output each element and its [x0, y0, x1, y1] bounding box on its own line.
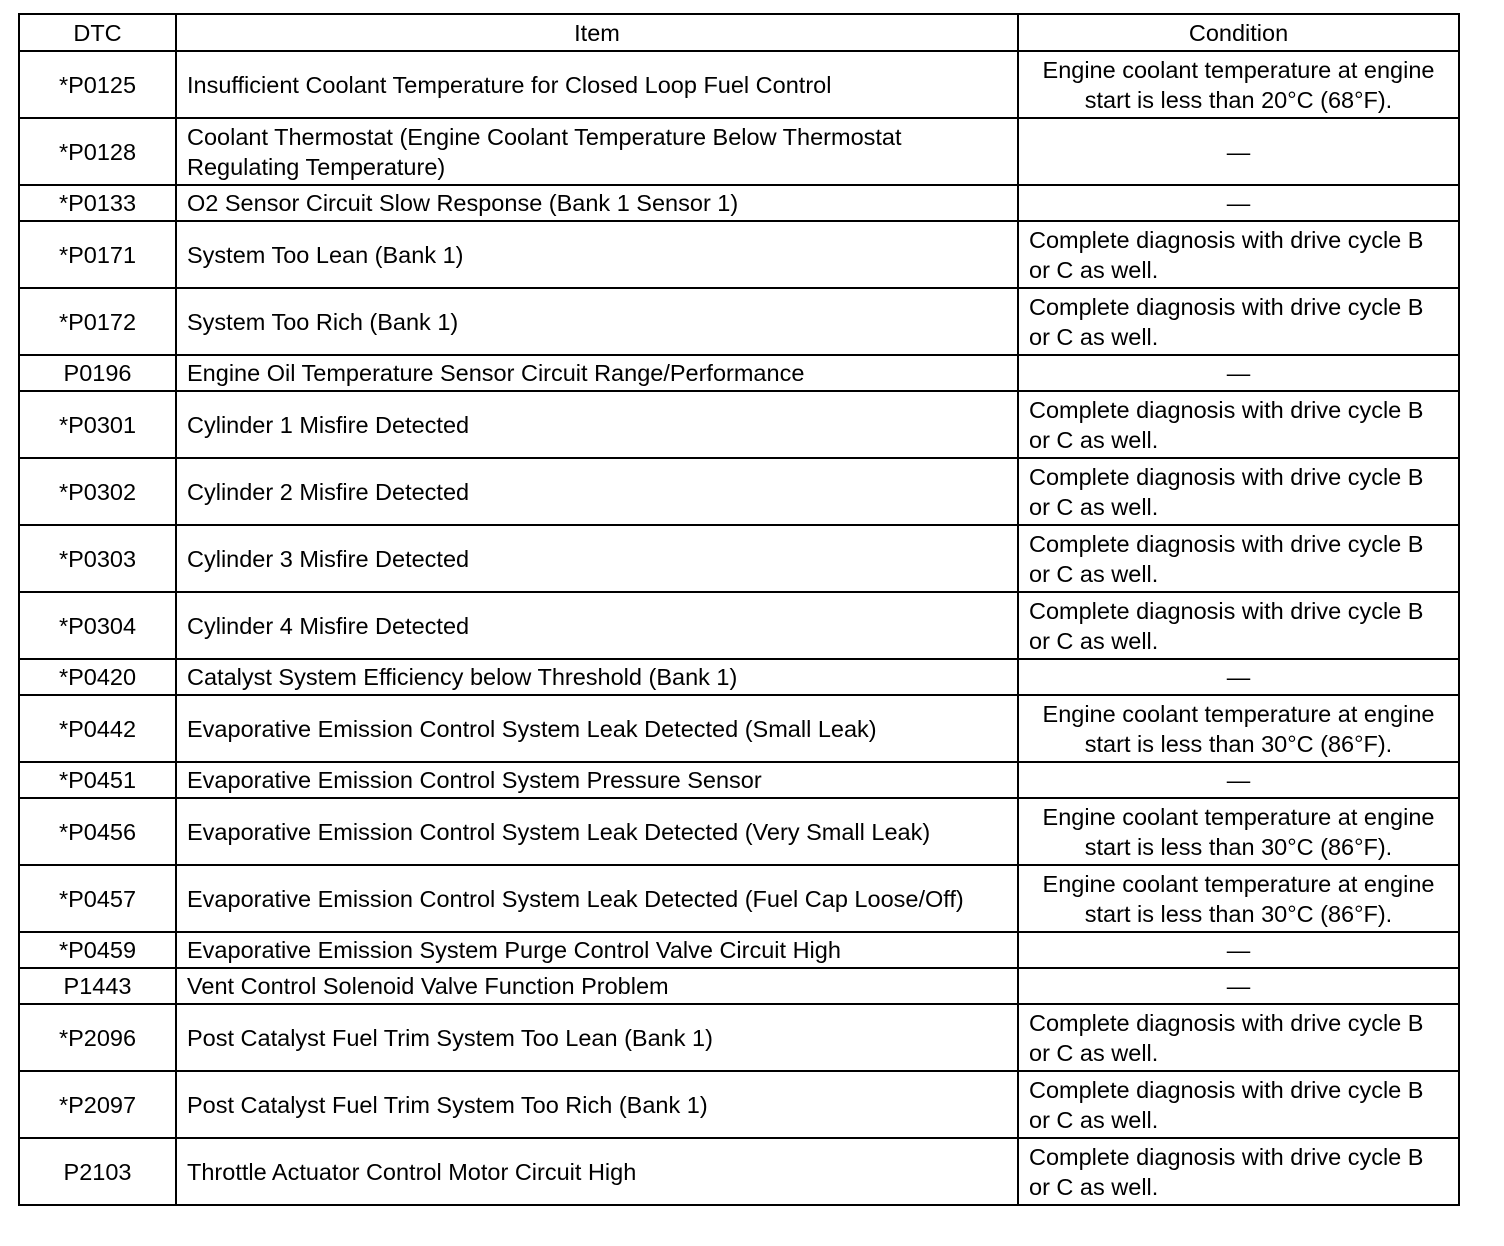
table-row [19, 355, 1459, 391]
table-row [19, 798, 1459, 865]
condition-text: Complete diagnosis with drive cycle B or C as well. [1018, 288, 1459, 355]
dtc-code: *P0128 [19, 118, 176, 185]
condition-text: Engine coolant temperature at engine start is less than 30°C (86°F). [1018, 695, 1459, 762]
dtc-table [18, 13, 1460, 1206]
dtc-code: P2103 [19, 1138, 176, 1205]
item-description: Evaporative Emission Control System Leak Detected (Very Small Leak) [176, 798, 1018, 865]
condition-text: — [1018, 659, 1459, 695]
table-row [19, 865, 1459, 932]
condition-text: Complete diagnosis with drive cycle B or C as well. [1018, 391, 1459, 458]
dtc-code: *P0133 [19, 185, 176, 221]
condition-text: Engine coolant temperature at engine start is less than 20°C (68°F). [1018, 51, 1459, 118]
condition-text: Complete diagnosis with drive cycle B or C as well. [1018, 458, 1459, 525]
dtc-code: *P0303 [19, 525, 176, 592]
condition-text: Complete diagnosis with drive cycle B or C as well. [1018, 1071, 1459, 1138]
item-description: Post Catalyst Fuel Trim System Too Lean (Bank 1) [176, 1004, 1018, 1071]
table-row [19, 51, 1459, 118]
item-description: Evaporative Emission Control System Pressure Sensor [176, 762, 1018, 798]
item-description: Evaporative Emission System Purge Control Valve Circuit High [176, 932, 1018, 968]
item-description: Engine Oil Temperature Sensor Circuit Range/Performance [176, 355, 1018, 391]
table-row [19, 391, 1459, 458]
table-row [19, 185, 1459, 221]
condition-text: Engine coolant temperature at engine start is less than 30°C (86°F). [1018, 798, 1459, 865]
item-description: Evaporative Emission Control System Leak Detected (Small Leak) [176, 695, 1018, 762]
table-row [19, 288, 1459, 355]
dtc-code: *P0451 [19, 762, 176, 798]
table-row [19, 932, 1459, 968]
item-description: Throttle Actuator Control Motor Circuit High [176, 1138, 1018, 1205]
dtc-code: *P0171 [19, 221, 176, 288]
item-description: Vent Control Solenoid Valve Function Problem [176, 968, 1018, 1004]
item-description: Evaporative Emission Control System Leak Detected (Fuel Cap Loose/Off) [176, 865, 1018, 932]
dtc-code: *P2096 [19, 1004, 176, 1071]
header-dtc: DTC [19, 14, 176, 51]
table-row [19, 695, 1459, 762]
dtc-code: *P0459 [19, 932, 176, 968]
dtc-code: *P0172 [19, 288, 176, 355]
item-description: O2 Sensor Circuit Slow Response (Bank 1 Sensor 1) [176, 185, 1018, 221]
table-row [19, 525, 1459, 592]
item-description: Insufficient Coolant Temperature for Closed Loop Fuel Control [176, 51, 1018, 118]
table-row [19, 1004, 1459, 1071]
table-row [19, 968, 1459, 1004]
item-description: Cylinder 4 Misfire Detected [176, 592, 1018, 659]
table-row [19, 1071, 1459, 1138]
dtc-code: *P0420 [19, 659, 176, 695]
table-row [19, 458, 1459, 525]
item-description: Coolant Thermostat (Engine Coolant Temperature Below Thermostat Regulating Temperature) [176, 118, 1018, 185]
condition-text: — [1018, 355, 1459, 391]
dtc-code: *P0302 [19, 458, 176, 525]
condition-text: Engine coolant temperature at engine start is less than 30°C (86°F). [1018, 865, 1459, 932]
item-description: Cylinder 2 Misfire Detected [176, 458, 1018, 525]
item-description: Cylinder 1 Misfire Detected [176, 391, 1018, 458]
dtc-code: *P0304 [19, 592, 176, 659]
dtc-code: *P2097 [19, 1071, 176, 1138]
table-row [19, 1138, 1459, 1205]
dtc-code: *P0301 [19, 391, 176, 458]
item-description: Post Catalyst Fuel Trim System Too Rich (Bank 1) [176, 1071, 1018, 1138]
header-condition: Condition [1018, 14, 1459, 51]
condition-text: Complete diagnosis with drive cycle B or C as well. [1018, 592, 1459, 659]
table-row [19, 762, 1459, 798]
table-row [19, 592, 1459, 659]
dtc-code: P0196 [19, 355, 176, 391]
table-row [19, 118, 1459, 185]
condition-text: Complete diagnosis with drive cycle B or C as well. [1018, 1004, 1459, 1071]
dtc-code: P1443 [19, 968, 176, 1004]
condition-text: — [1018, 762, 1459, 798]
dtc-code: *P0456 [19, 798, 176, 865]
table-header-row [19, 14, 1459, 51]
dtc-code: *P0442 [19, 695, 176, 762]
item-description: Cylinder 3 Misfire Detected [176, 525, 1018, 592]
condition-text: — [1018, 932, 1459, 968]
item-description: Catalyst System Efficiency below Threshold (Bank 1) [176, 659, 1018, 695]
table-row [19, 221, 1459, 288]
condition-text: Complete diagnosis with drive cycle B or C as well. [1018, 221, 1459, 288]
condition-text: Complete diagnosis with drive cycle B or C as well. [1018, 1138, 1459, 1205]
item-description: System Too Lean (Bank 1) [176, 221, 1018, 288]
dtc-code: *P0125 [19, 51, 176, 118]
item-description: System Too Rich (Bank 1) [176, 288, 1018, 355]
dtc-code: *P0457 [19, 865, 176, 932]
condition-text: Complete diagnosis with drive cycle B or C as well. [1018, 525, 1459, 592]
condition-text: — [1018, 968, 1459, 1004]
header-item: Item [176, 14, 1018, 51]
table-row [19, 659, 1459, 695]
condition-text: — [1018, 185, 1459, 221]
condition-text: — [1018, 118, 1459, 185]
